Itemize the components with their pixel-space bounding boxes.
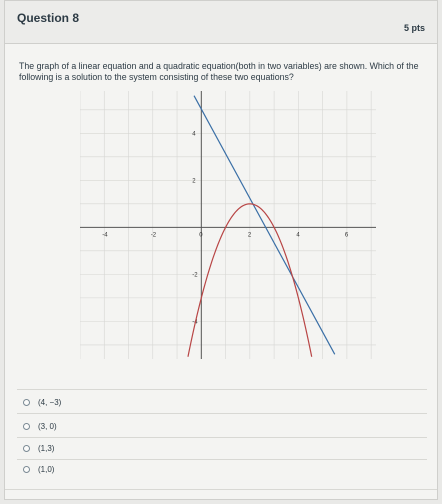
answer-option-3[interactable] — [23, 441, 54, 455]
y-tick-label: 2 — [192, 178, 196, 185]
x-tick-label: 0 — [199, 232, 203, 239]
answer-separator — [17, 389, 427, 390]
x-tick-label: 2 — [247, 232, 252, 239]
answer-separator — [17, 437, 427, 438]
radio-button[interactable] — [23, 466, 30, 473]
y-tick-label: -2 — [192, 272, 198, 279]
answer-separator — [17, 459, 427, 460]
answer-label: (1,3) — [38, 443, 55, 453]
question-title: Question 8 — [17, 11, 80, 25]
radio-button[interactable] — [23, 399, 30, 406]
y-tick-label: 4 — [192, 131, 196, 138]
answer-option-4[interactable] — [23, 462, 54, 476]
answer-separator — [17, 413, 427, 414]
question-text: The graph of a linear equation and a quadratic equation(both in two variables) are shown. Which of the following is a solution to the system consisting of these two equations? — [19, 61, 419, 82]
question-card — [4, 0, 438, 500]
answer-label: (1,0) — [38, 464, 55, 474]
question-points: 5 pts — [403, 23, 425, 33]
x-tick-label: 6 — [344, 232, 349, 239]
radio-button[interactable] — [23, 445, 30, 452]
card-bottom-divider — [5, 489, 437, 490]
answer-label: (3, 0) — [38, 421, 57, 431]
x-tick-label: -2 — [150, 232, 157, 239]
answer-label: (4, −3) — [38, 397, 62, 407]
answer-option-1[interactable] — [23, 395, 61, 409]
answer-option-2[interactable] — [23, 419, 57, 433]
x-tick-label: 4 — [296, 232, 300, 239]
coordinate-plane — [80, 91, 376, 359]
y-tick-label: -4 — [192, 319, 198, 326]
graph — [80, 91, 376, 359]
question-header — [5, 1, 437, 44]
linear-graph-line — [194, 96, 335, 355]
x-tick-label: -4 — [102, 232, 108, 239]
radio-button[interactable] — [23, 423, 30, 430]
